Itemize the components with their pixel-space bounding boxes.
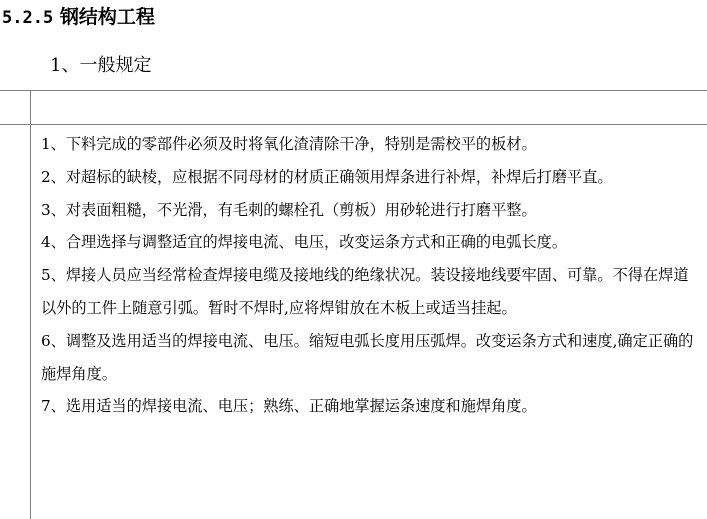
list-item: 1、下料完成的零部件必须及时将氧化渣清除干净，特别是需校平的板材。 <box>41 135 537 153</box>
list-item: 7、选用适当的焊接电流、电压；熟练、正确地掌握运条速度和施焊角度。 <box>41 397 537 416</box>
list-item: 6、调整及选用适当的焊接电流、电压。缩短电弧长度用压弧焊。改变运条方式和速度,确定正确的施焊角度。 <box>41 331 694 383</box>
requirements-list <box>41 128 701 423</box>
table-top-border <box>0 90 707 91</box>
subsection-heading: 1、一般规定 <box>50 55 152 76</box>
list-item: 3、对表面粗糙，不光滑，有毛刺的螺栓孔（剪板）用砂轮进行打磨平整。 <box>41 200 537 219</box>
table-header-divider <box>0 124 707 125</box>
section-title: 钢结构工程 <box>59 6 155 28</box>
section-heading <box>2 2 155 32</box>
table-left-column-divider <box>30 90 31 519</box>
list-item: 5、焊接人员应当经常检查焊接电缆及接地线的绝缘状况。装设接地线要牢固、可靠。不得在焊道以外的工件上随意引弧。暂时不焊时,应将焊钳放在木板上或适当挂起。 <box>41 266 689 317</box>
list-item: 4、合理选择与调整适宜的焊接电流、电压，改变运条方式和正确的电弧长度。 <box>41 233 568 252</box>
list-item: 2、对超标的缺棱，应根据不同母材的材质正确领用焊条进行补焊，补焊后打磨平直。 <box>41 167 613 186</box>
section-number: 5.2.5 <box>2 8 54 28</box>
